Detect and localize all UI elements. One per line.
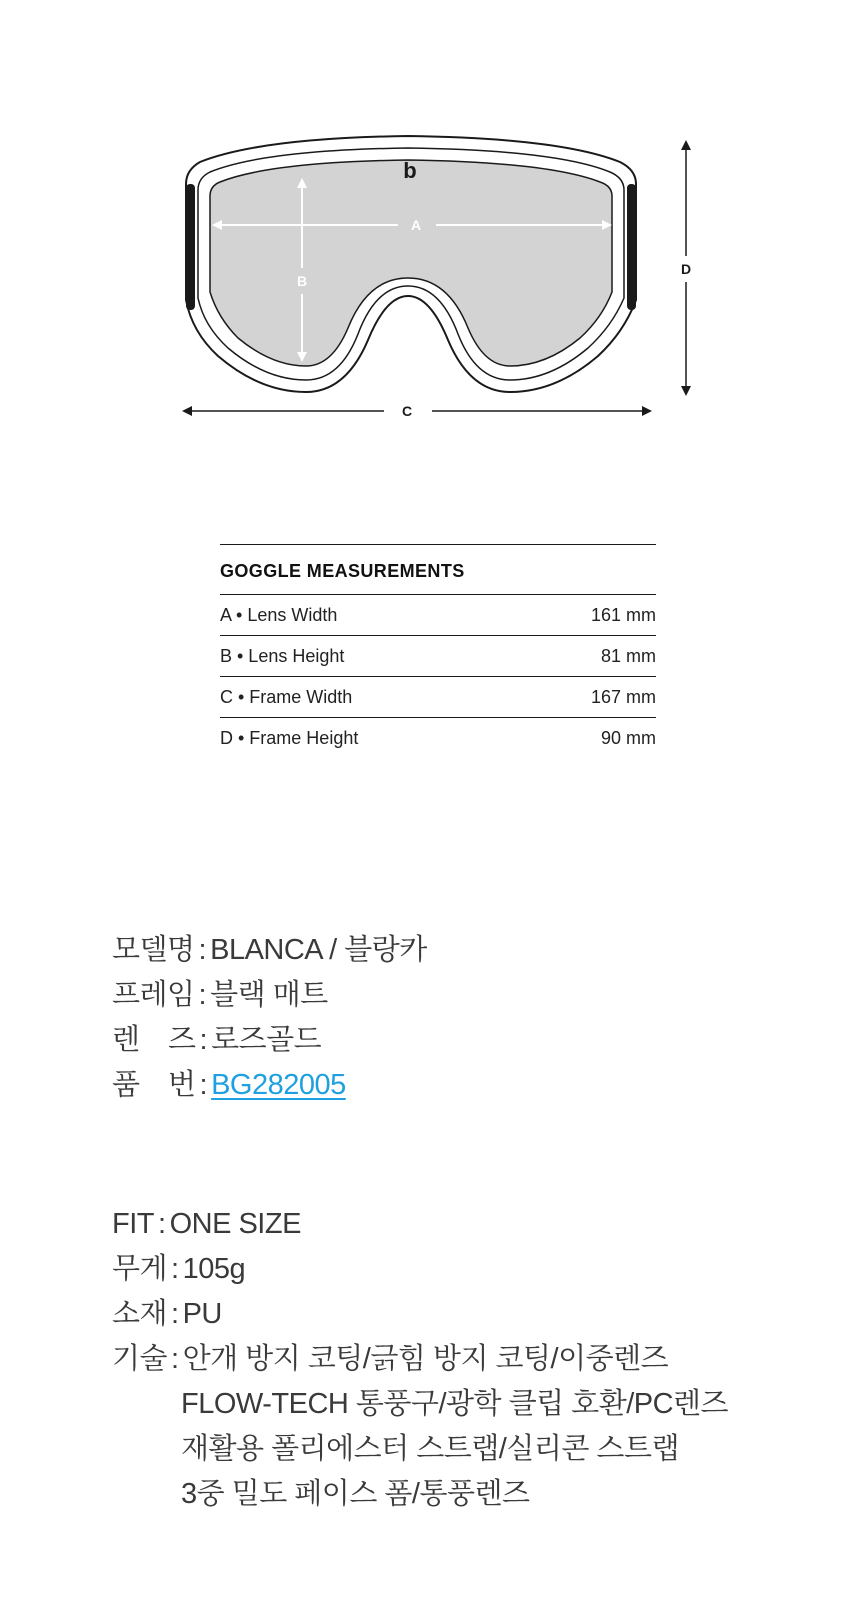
detail-weight: 무게 : 105g xyxy=(112,1247,245,1292)
label-a: A xyxy=(410,217,422,233)
spec-lens: 렌 즈 : 로즈골드 xyxy=(112,1018,321,1063)
table-row xyxy=(220,676,656,717)
spec-value: 블랙 매트 xyxy=(210,979,328,1011)
table-row xyxy=(220,594,656,635)
detail-label: 소재 xyxy=(112,1298,168,1330)
table-heading: GOGGLE MEASUREMENTS xyxy=(220,561,465,581)
measurement-value: 167 mm xyxy=(590,687,656,707)
table-row xyxy=(220,717,656,758)
spec-value: 로즈골드 xyxy=(211,1024,322,1056)
dimension-c xyxy=(182,406,652,416)
spec-value: BLANCA / 블랑카 xyxy=(210,934,427,966)
measurement-value: 90 mm xyxy=(600,728,656,748)
tech-line: 재활용 폴리에스터 스트랩/실리콘 스트랩 xyxy=(181,1433,679,1465)
detail-label: FIT xyxy=(112,1208,154,1240)
detail-value: PU xyxy=(182,1298,222,1330)
spec-label: 모델명 xyxy=(112,934,195,966)
detail-value: 105g xyxy=(182,1253,246,1285)
label-c: C xyxy=(401,403,413,419)
label-d: D xyxy=(680,261,692,277)
measurement-label: A • Lens Width xyxy=(220,605,338,625)
detail-value: ONE SIZE xyxy=(169,1208,301,1240)
spec-frame: 프레임 : 블랙 매트 xyxy=(112,973,328,1018)
detail-tech: 기술 : 안개 방지 코팅/긁힘 방지 코팅/이중렌즈 xyxy=(112,1337,668,1382)
measurement-value: 161 mm xyxy=(590,605,656,625)
goggle-lens xyxy=(210,160,612,366)
tech-line: 안개 방지 코팅/긁힘 방지 코팅/이중렌즈 xyxy=(182,1343,669,1375)
spec-label: 렌 즈 xyxy=(112,1024,196,1056)
detail-material: 소재 : PU xyxy=(112,1292,222,1337)
detail-label: 기술 xyxy=(112,1343,168,1375)
detail-label: 무게 xyxy=(112,1253,168,1285)
spec-label: 품 번 xyxy=(112,1069,196,1101)
spec-product-number: 품 번 : BG282005 xyxy=(112,1063,346,1108)
measurement-label: B • Lens Height xyxy=(220,646,345,666)
spec-model: 모델명 : BLANCA / 블랑카 xyxy=(112,928,427,973)
brand-logo: b xyxy=(403,158,417,183)
strap-clip-right xyxy=(627,184,636,310)
strap-clip-left xyxy=(186,184,195,310)
product-number-link[interactable]: BG282005 xyxy=(211,1069,346,1101)
measurement-label: D • Frame Height xyxy=(220,728,359,748)
measurement-value: 81 mm xyxy=(600,646,656,666)
tech-line: 3중 밀도 페이스 폼/통풍렌즈 xyxy=(181,1478,530,1510)
goggle-dimension-diagram xyxy=(0,0,860,460)
table-row xyxy=(220,635,656,676)
goggle-measurements-table xyxy=(220,544,656,758)
tech-line: FLOW-TECH 통풍구/광학 클립 호환/PC렌즈 xyxy=(181,1388,729,1420)
detail-fit: FIT : ONE SIZE xyxy=(112,1202,301,1247)
label-b: B xyxy=(296,273,308,289)
measurement-label: C • Frame Width xyxy=(220,687,353,707)
spec-label: 프레임 xyxy=(112,979,195,1011)
